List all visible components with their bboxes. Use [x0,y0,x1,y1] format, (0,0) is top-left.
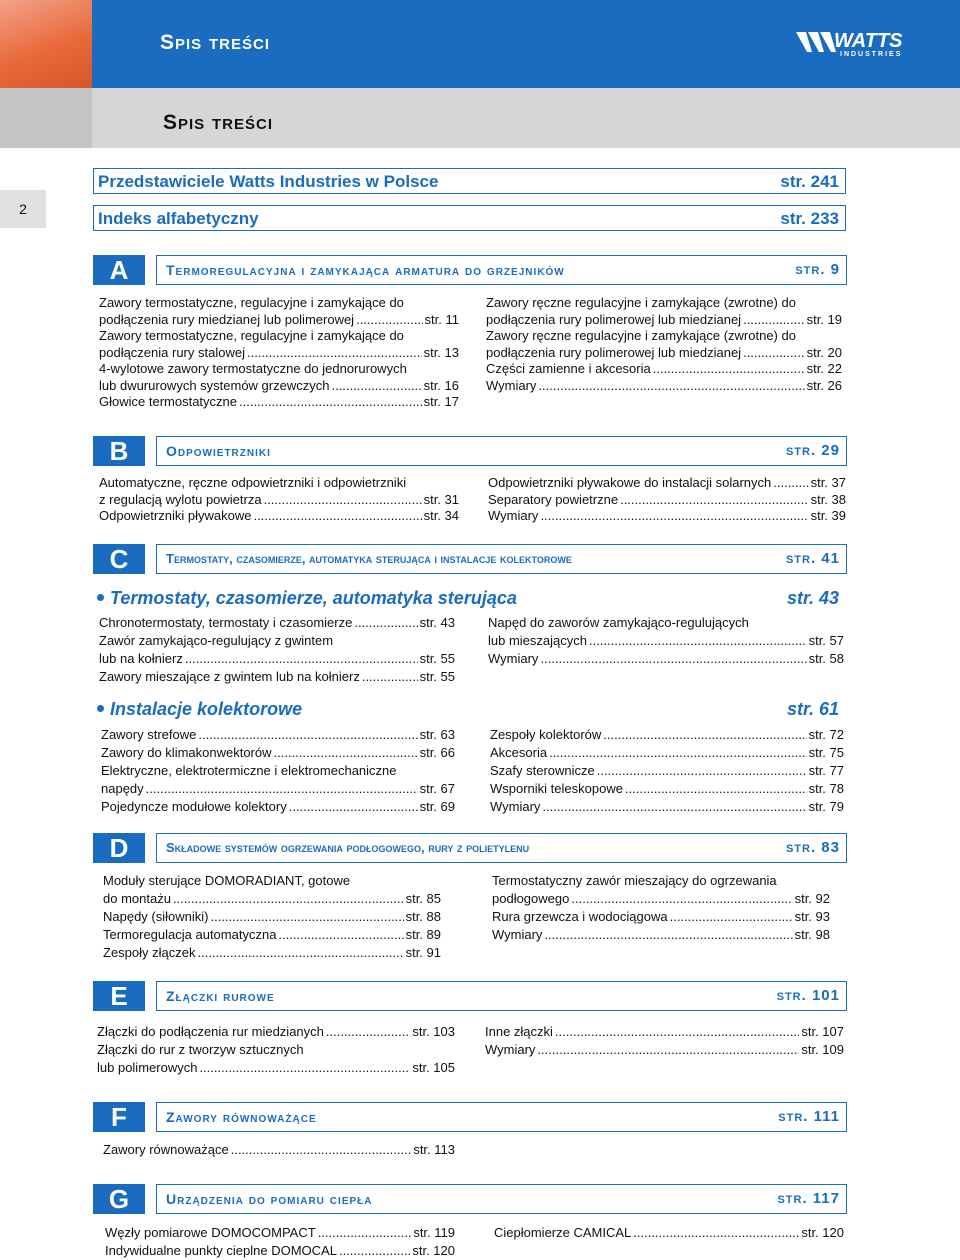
toc-entry[interactable] [490,780,844,798]
toc-entry-page: str. 105 [412,1060,455,1075]
toc-entry-label: Zawory do klimakonwektorów [101,745,272,760]
section-e-header[interactable] [156,981,847,1011]
link-representatives-label: Przedstawiciele Watts Industries w Polsce [98,172,439,191]
toc-entry-page: str. 98 [794,927,830,942]
toc-entry-page: str. 19 [806,311,842,327]
toc-entry-label: Zespoły złączek [103,945,196,960]
dot-leader [633,1224,799,1242]
dot-leader [743,345,805,362]
dot-leader [198,726,417,744]
section-c-sub1-title: Termostaty, czasomierze, automatyka sterująca [110,588,517,608]
toc-entry[interactable] [490,744,844,762]
link-representatives-page: str. 241 [780,172,839,191]
toc-entry-line: Termostatyczny zawór mieszający do ogrzewania [492,873,777,888]
toc-entry-label: Wymiary [490,799,541,814]
section-b-letter: B [93,436,145,466]
toc-entry-line: Zawory ręczne regulacyjne i zamykające (zwrotne) do [486,328,796,343]
toc-entry[interactable] [485,1041,844,1059]
section-f-left-list [103,1141,455,1159]
dot-leader [197,944,403,962]
dot-leader [278,926,403,944]
toc-entry-page: str. 13 [423,344,459,360]
dot-leader [331,378,421,395]
link-index-label: Indeks alfabetyczny [98,209,259,228]
toc-entry-page: str. 91 [405,945,441,960]
toc-entry[interactable] [99,312,459,329]
toc-entry-page: str. 109 [801,1042,844,1057]
section-g-left-list [105,1224,455,1260]
toc-entry-page: str. 37 [810,475,846,490]
dot-leader [597,762,807,780]
toc-entry-label: Akcesoria [490,745,548,760]
toc-entry[interactable] [488,475,846,492]
dot-leader [185,650,418,668]
dot-leader [544,926,792,944]
section-c-page: str. 41 [785,550,840,567]
toc-entry-label: Napędy (siłowniki) [103,909,209,924]
toc-entry-line: Napęd do zaworów zamykająco-regulujących [488,615,749,630]
toc-entry[interactable] [97,1059,455,1077]
toc-entry-line: Złączki do rur z tworzyw sztucznych [97,1042,304,1057]
toc-entry-page: str. 85 [405,891,441,906]
toc-entry-line: Automatyczne, ręczne odpowietrzniki i odpowietrzniki [99,475,407,490]
toc-entry-label: lub dwururowych systemów grzewczych [99,377,330,393]
section-g-page: str. 117 [777,1190,840,1207]
toc-entry-page: str. 69 [419,799,455,814]
dot-leader [318,1224,412,1242]
toc-entry-label: Wsporniki teleskopowe [490,781,623,796]
toc-entry-label: podłączenia rury miedzianej lub polimerowej [99,311,355,327]
toc-entry-label: lub na kołnierz [99,651,183,666]
toc-entry-label: Węzły pomiarowe DOMOCOMPACT [105,1225,316,1240]
toc-entry-page: str. 57 [808,633,844,648]
toc-entry-label: Zawory mieszające z gwintem lub na kołnierz [99,669,360,684]
toc-entry-page: str. 63 [419,727,455,742]
toc-entry[interactable] [99,614,455,632]
dot-leader [537,1041,799,1059]
dot-leader [362,668,418,686]
toc-entry[interactable] [101,744,455,762]
toc-entry[interactable] [490,798,844,816]
header-title: Spis treści [160,31,271,54]
toc-entry[interactable] [486,345,842,362]
toc-entry[interactable] [101,798,455,816]
section-c-letter: C [93,544,145,574]
toc-entry-page: str. 88 [405,909,441,924]
section-c-title: Termostaty, czasomierze, automatyka sterująca i instalacje kolektorowe [166,551,572,566]
link-index[interactable] [93,205,846,231]
dot-leader [210,908,403,926]
dot-leader [326,1023,410,1041]
toc-entry[interactable] [105,1242,455,1260]
toc-entry[interactable] [485,1023,844,1041]
section-d-letter: D [93,833,145,863]
dot-leader [540,650,806,668]
toc-entry[interactable] [486,378,842,395]
subtitle-bar [0,88,960,148]
toc-entry-label: podłączenia rury polimerowej lub miedzianej [486,344,742,360]
watts-logo [796,30,912,62]
toc-entry[interactable] [99,345,459,362]
dot-leader [173,890,404,908]
section-f-header[interactable] [156,1102,847,1132]
dot-leader [625,780,807,798]
toc-entry-label: Wymiary [488,651,539,666]
section-b-right-list [488,475,846,525]
dot-leader [253,508,421,525]
dot-leader [354,614,417,632]
link-index-page: str. 233 [780,209,839,228]
toc-entry[interactable] [103,944,441,962]
section-f-letter: F [93,1102,145,1132]
dot-leader [743,312,805,329]
section-a-page: str. 9 [795,261,840,278]
toc-entry-line: Moduły sterujące DOMORADIANT, gotowe [103,873,351,888]
section-g-right-list [494,1224,844,1242]
dot-leader [773,475,808,492]
dot-leader [540,508,808,525]
toc-entry[interactable] [488,492,846,509]
section-c-sub1-right-list [488,614,844,668]
toc-entry-label: Wymiary [488,508,539,523]
toc-entry-label: Zawory strefowe [101,727,197,742]
section-d-page: str. 83 [785,839,840,856]
section-f-title: Zawory równoważące [166,1109,317,1125]
toc-entry-page: str. 11 [424,311,459,327]
toc-entry[interactable] [103,890,441,908]
section-c-sub2-left-list [101,726,455,816]
section-c-sub2-page: str. 61 [786,699,839,719]
dot-leader [603,726,806,744]
section-a-right-list [486,295,842,394]
section-g-title: Urządzenia do pomiaru ciepła [166,1191,373,1207]
toc-entry-page: str. 93 [794,909,830,924]
section-d-title: Składowe systemów ogrzewania podłogowego, rury z polietylenu [166,840,530,855]
toc-entry-label: Pojedyncze modułowe kolektory [101,799,287,814]
toc-entry-label: Ciepłomierze CAMICAL [494,1225,632,1240]
dot-leader [231,1141,412,1159]
toc-entry-label: Szafy sterownicze [490,763,595,778]
section-g-header[interactable] [156,1184,847,1214]
toc-entry-page: str. 89 [405,927,441,942]
toc-entry-page: str. 120 [412,1243,455,1258]
toc-entry-label: lub mieszających [488,633,587,648]
toc-entry-label: Odpowietrzniki pływakowe do instalacji solarnych [488,475,772,490]
section-e-letter: E [93,981,145,1011]
toc-entry[interactable] [486,361,842,378]
section-e-right-list [485,1023,844,1059]
toc-entry-line: Zawór zamykająco-regulujący z gwintem [99,633,334,648]
dot-leader [199,1059,410,1077]
toc-entry-page: str. 17 [423,394,459,409]
dot-leader [549,744,807,762]
toc-entry[interactable] [490,726,844,744]
dot-leader [542,798,806,816]
toc-entry[interactable] [101,726,455,744]
section-f-page: str. 111 [778,1108,840,1125]
toc-entry[interactable] [488,632,844,650]
section-c-sub2-right-list [490,726,844,816]
toc-entry[interactable] [492,890,830,908]
toc-entry[interactable] [97,1023,455,1041]
toc-entry-label: Złączki do podłączenia rur miedzianych [97,1024,324,1039]
toc-entry-page: str. 92 [794,891,830,906]
toc-entry-page: str. 75 [808,745,844,760]
subtitle-bar-left [0,88,92,148]
dot-leader [538,378,804,395]
section-c-sub2-header[interactable] [97,699,843,721]
toc-entry[interactable] [103,908,441,926]
toc-entry-line: Elektryczne, elektrotermiczne i elektromechaniczne [101,763,397,778]
toc-entry-label: napędy [101,781,144,796]
section-e-page: str. 101 [776,987,840,1004]
toc-entry[interactable] [486,312,842,329]
dot-leader [571,890,792,908]
toc-entry-page: str. 78 [808,781,844,796]
toc-entry[interactable] [492,908,830,926]
toc-entry-page: str. 43 [419,615,455,630]
toc-entry[interactable] [99,492,459,509]
dot-leader [274,744,418,762]
toc-entry-label: podłączenia rury polimerowej lub miedzianej [486,311,742,327]
toc-entry[interactable] [488,508,846,525]
toc-entry-label: Termoregulacja automatyczna [103,927,277,942]
dot-leader [555,1023,799,1041]
toc-entry-label: Wymiary [486,377,537,393]
toc-entry-label: Wymiary [485,1042,536,1057]
toc-entry-page: str. 39 [810,508,846,523]
toc-entry[interactable] [490,762,844,780]
toc-entry[interactable] [99,378,459,395]
dot-leader [356,312,422,329]
section-c-header[interactable] [156,544,847,574]
subtitle-title: Spis treści [163,111,274,134]
section-c-sub2-title: Instalacje kolektorowe [110,699,303,719]
logo-text: WATTS [834,30,903,52]
toc-entry-label: Separatory powietrzne [488,491,619,507]
header-corner [0,0,92,88]
toc-entry[interactable] [105,1224,455,1242]
section-b-left-list [99,475,459,525]
toc-entry-page: str. 58 [808,651,844,666]
dot-leader [146,780,418,798]
section-e-title: Złączki rurowe [166,988,275,1004]
toc-entry-page: str. 113 [413,1142,455,1157]
toc-entry-label: z regulacją wylotu powietrza [99,491,262,507]
dot-leader [289,798,418,816]
toc-entry-label: Chronotermostaty, termostaty i czasomierze [99,615,353,630]
section-g-letter: G [93,1184,145,1214]
toc-entry-label: Wymiary [492,927,543,942]
toc-entry-label: lub polimerowych [97,1060,198,1075]
toc-entry-page: str. 26 [806,377,842,393]
dot-leader [339,1242,410,1260]
toc-entry-label: podłączenia rury stalowej [99,344,245,360]
toc-entry-line: Zawory termostatyczne, regulacyjne i zamykające do [99,328,404,343]
toc-entry-page: str. 107 [801,1024,844,1039]
toc-entry-label: Głowice termostatyczne [99,394,237,409]
toc-entry-label: Zawory równoważące [103,1142,229,1157]
toc-entry[interactable] [494,1224,844,1242]
toc-entry[interactable] [103,926,441,944]
toc-entry-page: str. 66 [419,745,455,760]
logo-subtext: INDUSTRIES [840,51,903,58]
toc-entry-page: str. 55 [419,651,455,666]
toc-entry[interactable] [492,926,830,944]
link-representatives[interactable] [93,168,846,194]
section-a-title: Termoregulacyjna i zamykająca armatura do grzejników [166,262,565,278]
toc-entry-page: str. 16 [423,377,459,393]
section-e-left-list [97,1023,455,1077]
toc-entry-line: Zawory termostatyczne, regulacyjne i zamykające do [99,295,404,310]
toc-entry-label: Zespoły kolektorów [490,727,602,742]
toc-entry-page: str. 38 [810,491,846,507]
toc-entry-page: str. 103 [412,1024,455,1039]
section-b-title: Odpowietrzniki [166,443,271,459]
section-c-sub1-header[interactable] [97,588,843,610]
section-d-left-list [103,872,441,962]
toc-entry-label: Indywidualne punkty cieplne DOMOCAL [105,1243,337,1258]
page-number: 2 [0,190,46,228]
bullet-icon [97,705,104,712]
toc-entry-page: str. 72 [808,727,844,742]
bullet-icon [97,594,104,601]
section-b-header[interactable] [156,436,847,466]
toc-entry-label: Odpowietrzniki pływakowe [99,508,252,523]
section-b-page: str. 29 [785,442,840,459]
toc-entry-label: Części zamienne i akcesoria [486,361,651,376]
toc-entry[interactable] [103,1141,455,1159]
toc-entry[interactable] [101,780,455,798]
section-a-letter: A [93,255,145,285]
section-d-right-list [492,872,830,944]
section-c-sub1-left-list [99,614,455,686]
toc-entry-label: do montażu [103,891,171,906]
toc-entry[interactable] [99,650,455,668]
dot-leader [589,632,807,650]
toc-entry-label: podłogowego [492,891,570,906]
toc-entry-page: str. 77 [808,763,844,778]
dot-leader [247,345,422,362]
toc-entry[interactable] [99,394,459,411]
toc-entry[interactable] [99,508,459,525]
toc-entry-page: str. 119 [413,1225,455,1240]
toc-entry-page: str. 34 [423,508,459,523]
dot-leader [620,492,809,509]
section-a-left-list [99,295,459,411]
toc-entry[interactable] [488,650,844,668]
toc-entry[interactable] [99,668,455,686]
toc-entry-page: str. 55 [419,669,455,684]
toc-entry-label: Rura grzewcza i wodociągowa [492,909,668,924]
toc-entry-page: str. 20 [806,344,842,360]
toc-entry-page: str. 79 [808,799,844,814]
toc-entry-page: str. 120 [801,1225,844,1240]
dot-leader [239,394,422,411]
toc-entry-page: str. 31 [423,491,459,507]
dot-leader [670,908,793,926]
toc-entry-page: str. 67 [419,781,455,796]
section-d-header[interactable] [156,833,847,863]
toc-entry-line: 4-wylotowe zawory termostatyczne do jednorurowych [99,361,407,376]
dot-leader [653,361,805,378]
dot-leader [264,492,422,509]
toc-entry-page: str. 22 [806,361,842,376]
toc-entry-line: Zawory ręczne regulacyjne i zamykające (zwrotne) do [486,295,796,310]
section-c-sub1-page: str. 43 [786,588,839,608]
toc-entry-label: Inne złączki [485,1024,553,1039]
section-a-header[interactable] [156,255,847,285]
